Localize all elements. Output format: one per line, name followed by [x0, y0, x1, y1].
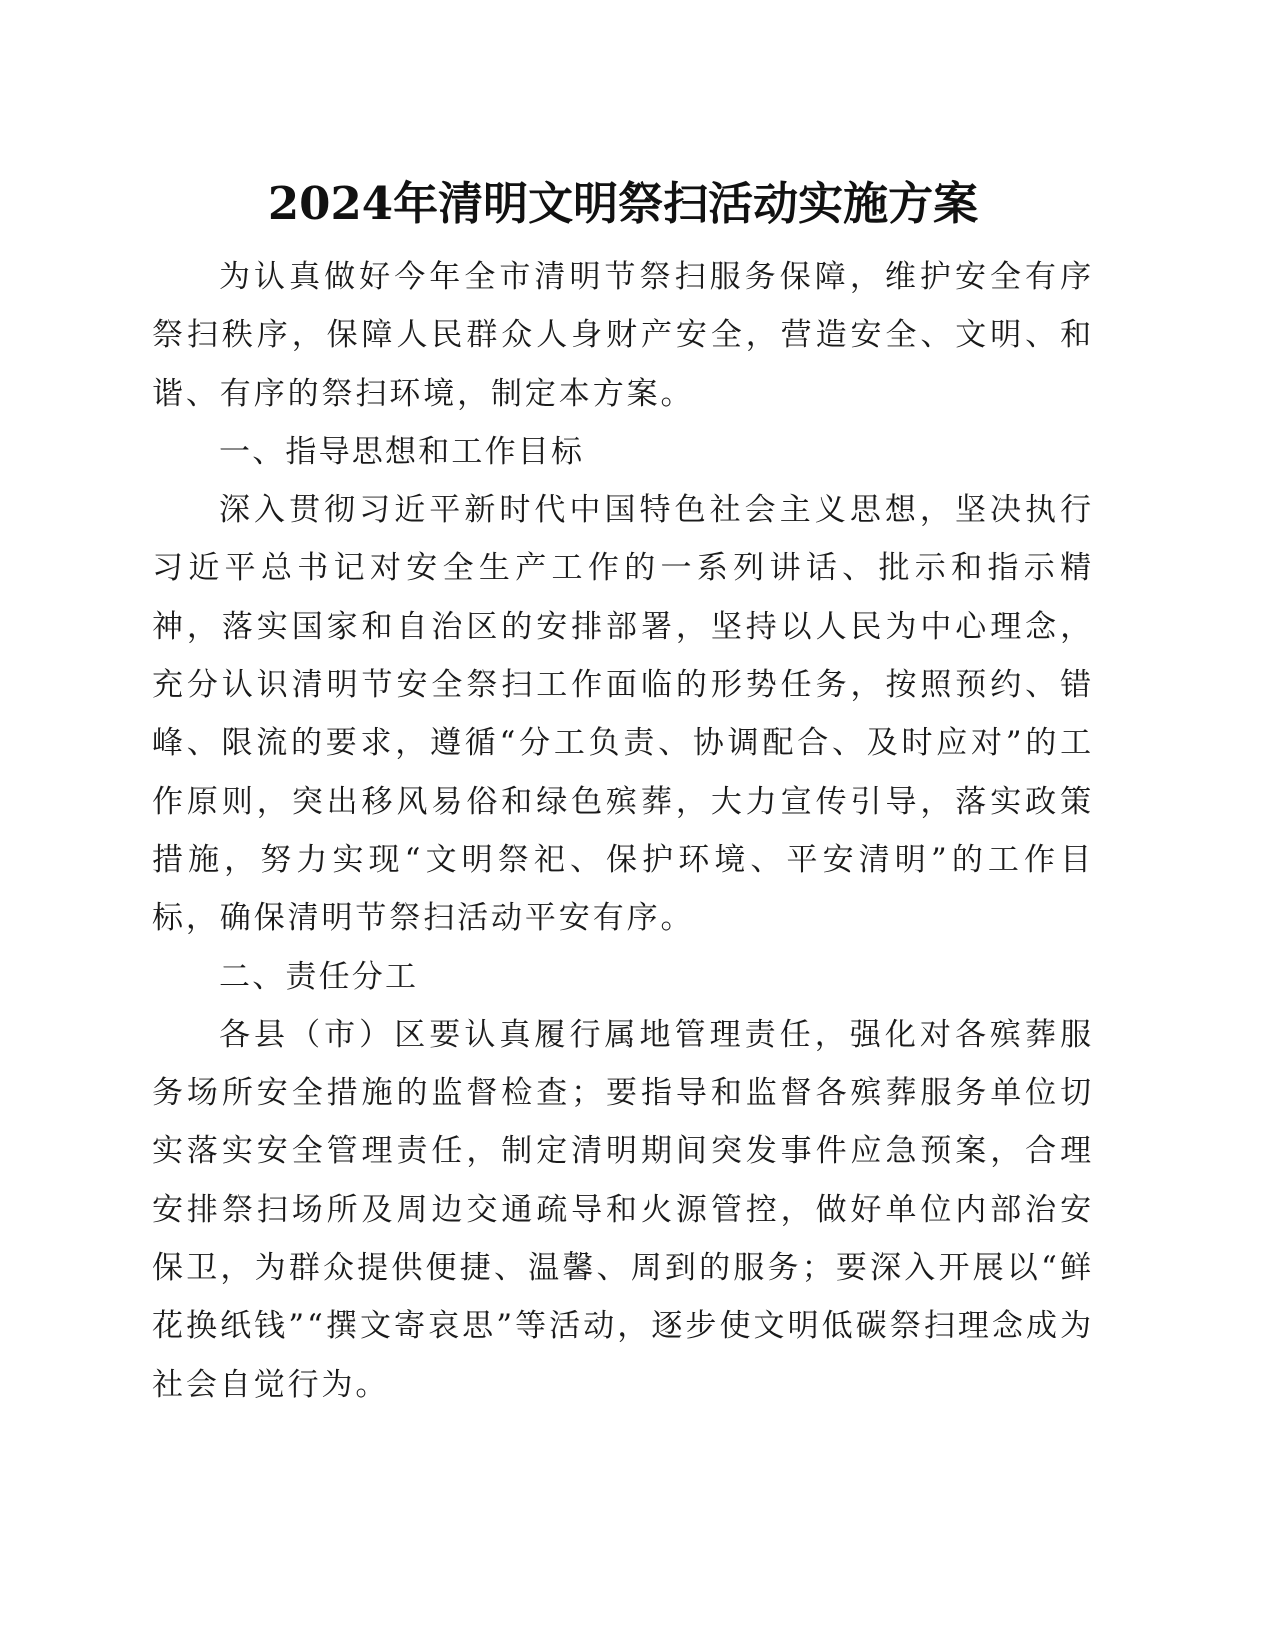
- section-heading-guiding-ideology: 一、指导思想和工作目标: [219, 433, 585, 470]
- document-body: [152, 170, 1094, 1414]
- section-body-responsibilities: 各县（市）区要认真履行属地管理责任，强化对各殡葬服务场所安全措施的监督检查；要指导和监督各殡葬服务单位切实落实安全管理责任，制定清明期间突发事件应急预案，合理安排祭扫场所及周边交通疏导和火源管控，做好单位内部治安保卫，为群众提供便捷、温馨、周到的服务；要深入开展以“鲜花换纸钱”“撰文寄哀思”等活动，逐步使文明低碳祭扫理念成为社会自觉行为。: [152, 1016, 1094, 1403]
- section-body-guiding-ideology: 深入贯彻习近平新时代中国特色社会主义思想，坚决执行习近平总书记对安全生产工作的一系列讲话、批示和指示精神，落实国家和自治区的安排部署，坚持以人民为中心理念，充分认识清明节安全祭扫工作面临的形势任务，按照预约、错峰、限流的要求，遵循“分工负责、协调配合、及时应对”的工作原则，突出移风易俗和绿色殡葬，大力宣传引导，落实政策措施，努力实现“文明祭祀、保护环境、平安清明”的工作目标，确保清明节祭扫活动平安有序。: [152, 492, 1094, 937]
- section-heading-responsibilities: 二、责任分工: [219, 958, 419, 995]
- document-title: 2024年清明文明祭扫活动实施方案: [267, 177, 979, 230]
- intro-paragraph: 为认真做好今年全市清明节祭扫服务保障，维护安全有序祭扫秩序，保障人民群众人身财产安全，营造安全、文明、和谐、有序的祭扫环境，制定本方案。: [152, 259, 1094, 412]
